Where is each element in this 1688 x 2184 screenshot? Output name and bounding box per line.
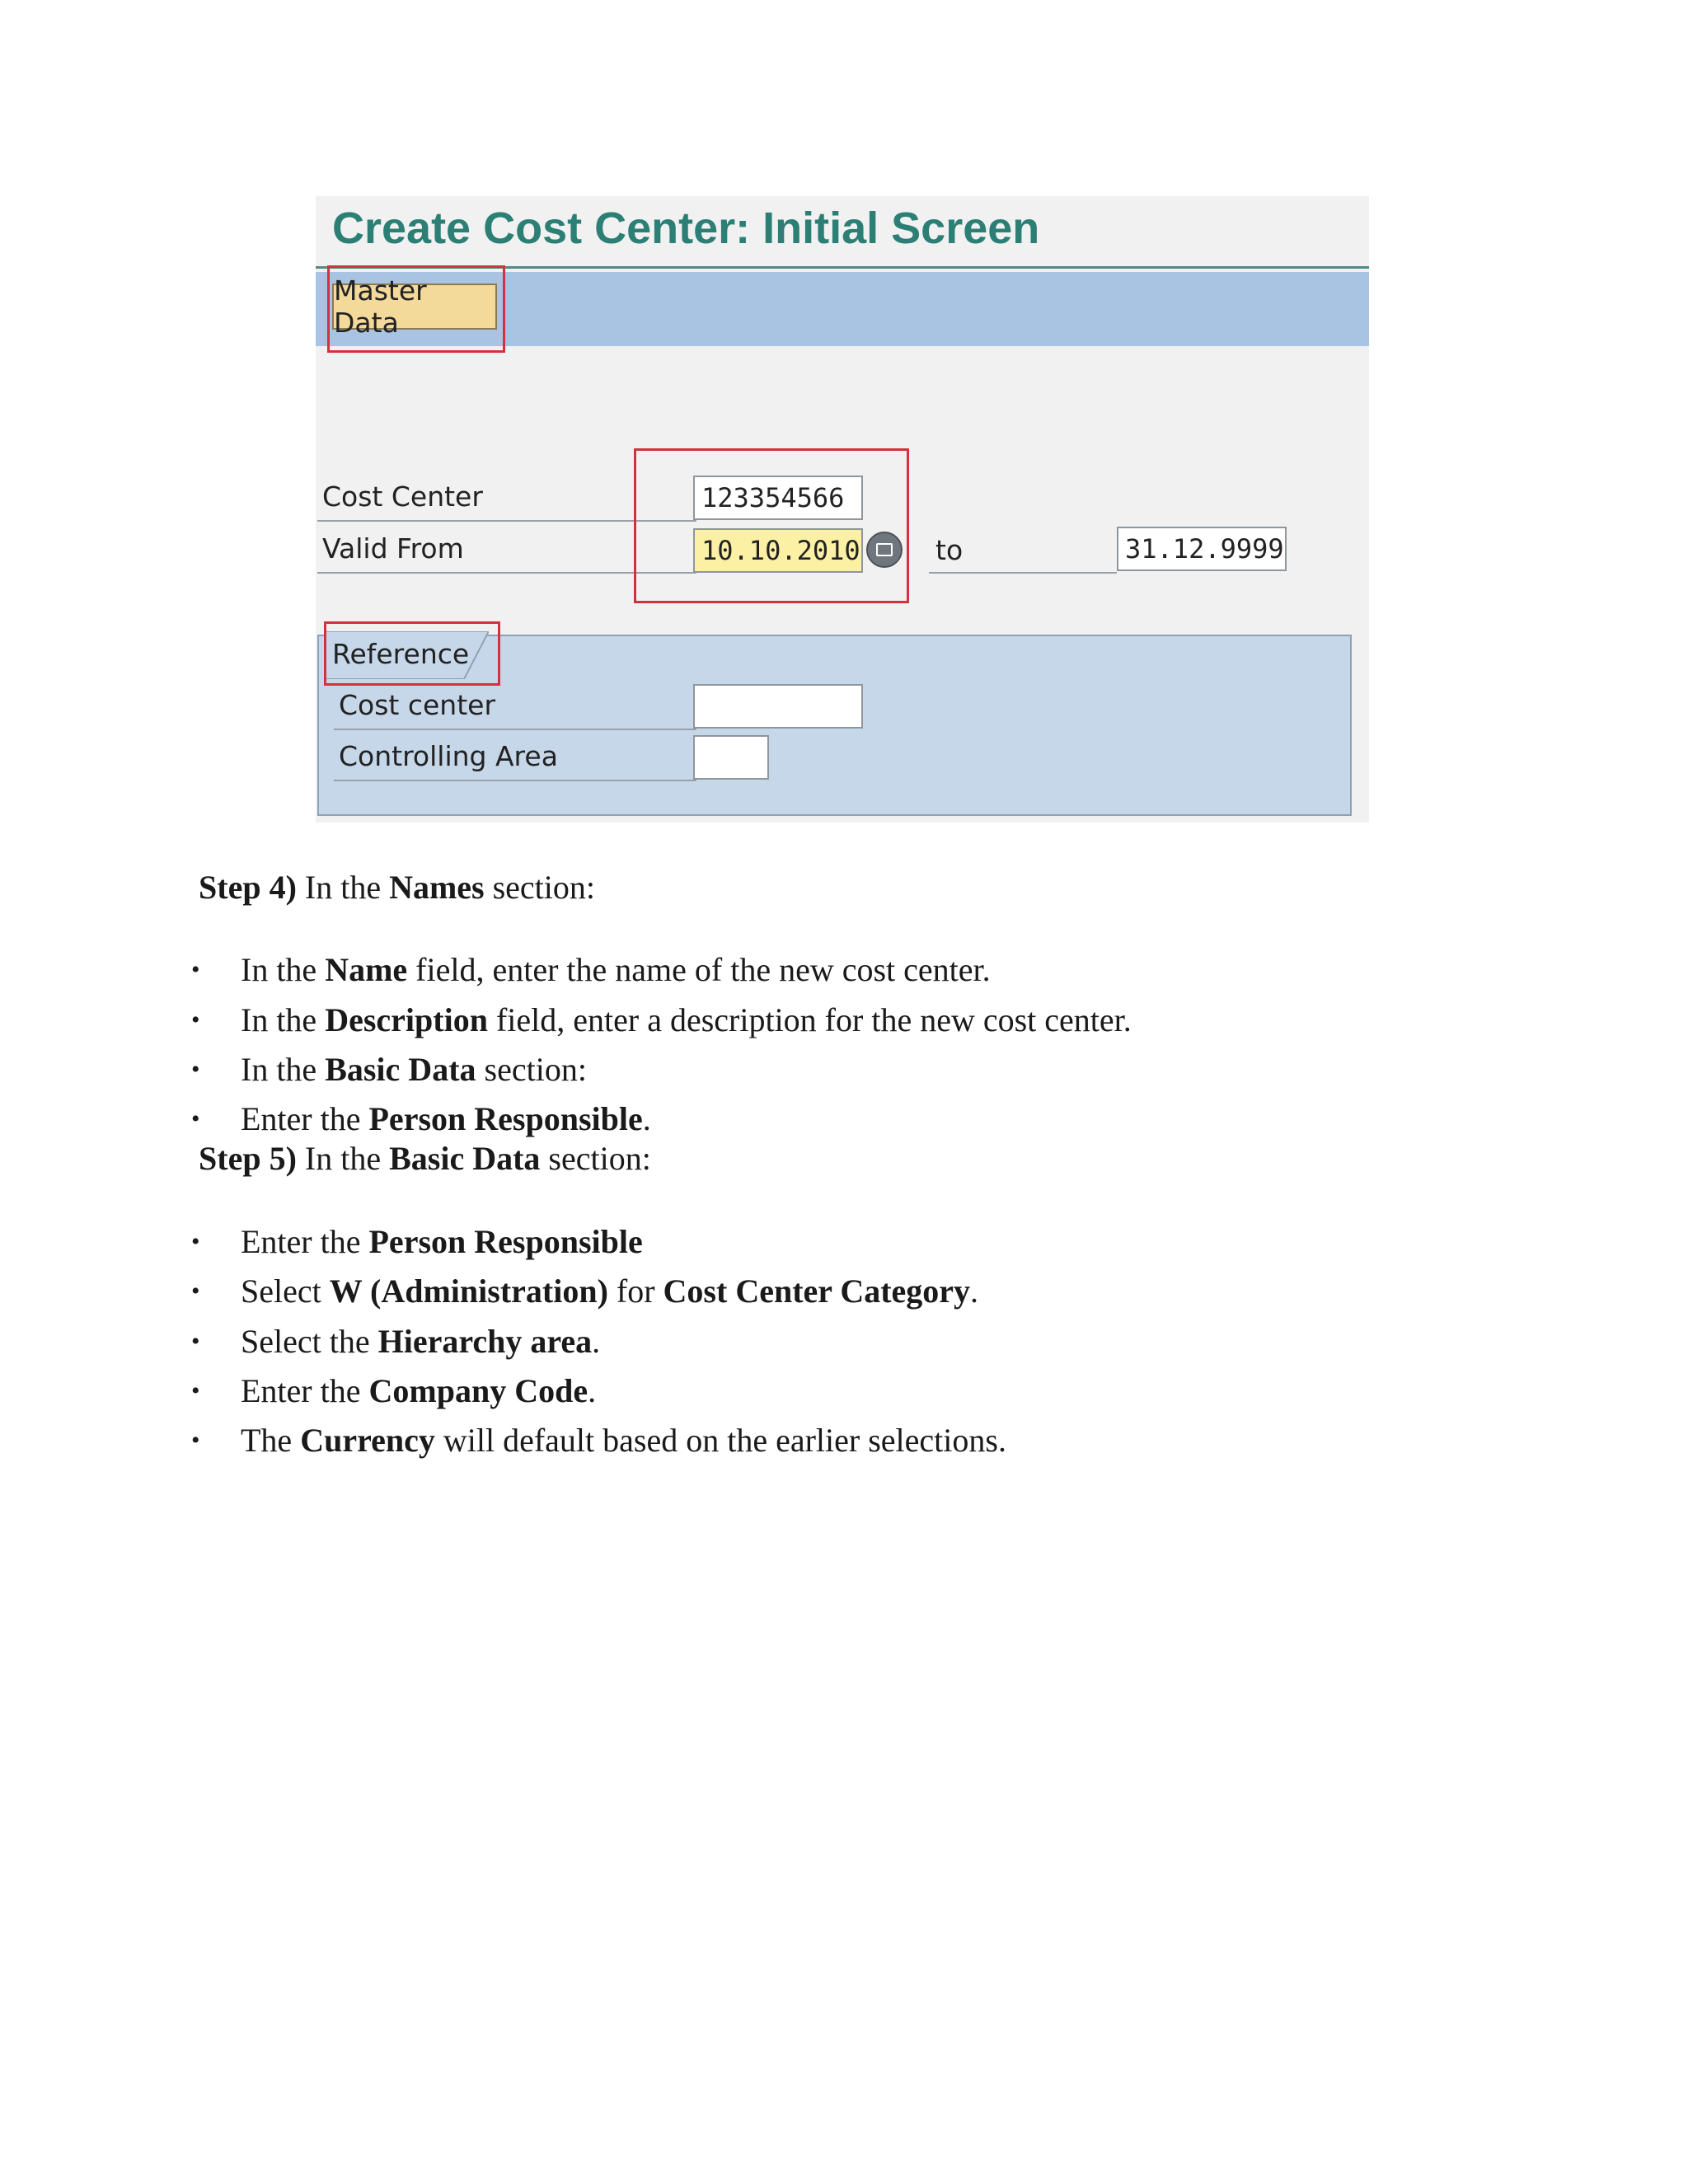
screen-title: Create Cost Center: Initial Screen <box>332 204 1040 253</box>
list-item: Select W (Administration) for Cost Center Category. <box>241 1272 979 1310</box>
valid-from-input[interactable]: 10.10.2010 <box>693 528 863 573</box>
bullet: • <box>191 1056 200 1083</box>
list-item: In the Description field, enter a description for the new cost center. <box>241 1001 1132 1038</box>
controlling-area-input[interactable] <box>693 735 769 780</box>
bullet: • <box>191 956 200 983</box>
sap-screenshot <box>316 196 1369 823</box>
bullet: • <box>191 1328 200 1355</box>
bullet: • <box>191 1427 200 1454</box>
list-item: In the Name field, enter the name of the new cost center. <box>241 951 991 988</box>
bullet: • <box>191 1006 200 1033</box>
cost-center-label: Cost Center <box>322 480 483 513</box>
ref-cost-center-label: Cost center <box>339 689 496 721</box>
bullet: • <box>191 1228 200 1255</box>
cost-center-input[interactable]: 123354566 <box>693 476 863 520</box>
step4-heading <box>199 868 595 907</box>
highlight-reference <box>324 621 500 686</box>
step4-post: section: <box>484 869 596 906</box>
step4-bold: Names <box>389 869 485 906</box>
reference-tab-label: Reference <box>332 638 470 670</box>
step5-post: section: <box>540 1140 651 1177</box>
ref-cost-center-input[interactable] <box>693 684 863 729</box>
step5-number: Step 5) <box>199 1140 297 1177</box>
list-item: Select the Hierarchy area. <box>241 1323 601 1360</box>
bullet: • <box>191 1105 200 1132</box>
list-item: Enter the Person Responsible. <box>241 1100 651 1137</box>
highlight-master-data <box>327 265 505 353</box>
list-item: The Currency will default based on the earlier selections. <box>241 1422 1006 1459</box>
ref-cost-center-underline <box>334 729 696 730</box>
to-label: to <box>935 534 964 566</box>
step4-number: Step 4) <box>199 869 297 906</box>
controlling-area-underline <box>334 780 696 781</box>
list-item: Enter the Person Responsible <box>241 1223 643 1260</box>
list-item: Enter the Company Code. <box>241 1372 597 1409</box>
valid-to-input[interactable]: 31.12.9999 <box>1117 527 1287 571</box>
to-underline <box>929 572 1117 574</box>
highlight-input-fields <box>634 448 909 603</box>
step5-bold: Basic Data <box>389 1140 541 1177</box>
list-item: In the Basic Data section: <box>241 1051 587 1088</box>
step5-heading <box>199 1139 651 1179</box>
controlling-area-label: Controlling Area <box>339 740 558 772</box>
bullet: • <box>191 1277 200 1305</box>
step4-pre: In the <box>296 869 390 906</box>
valid-from-label: Valid From <box>322 532 464 565</box>
step5-pre: In the <box>296 1140 390 1177</box>
master-data-button[interactable]: Master Data <box>332 284 497 330</box>
bullet: • <box>191 1377 200 1404</box>
